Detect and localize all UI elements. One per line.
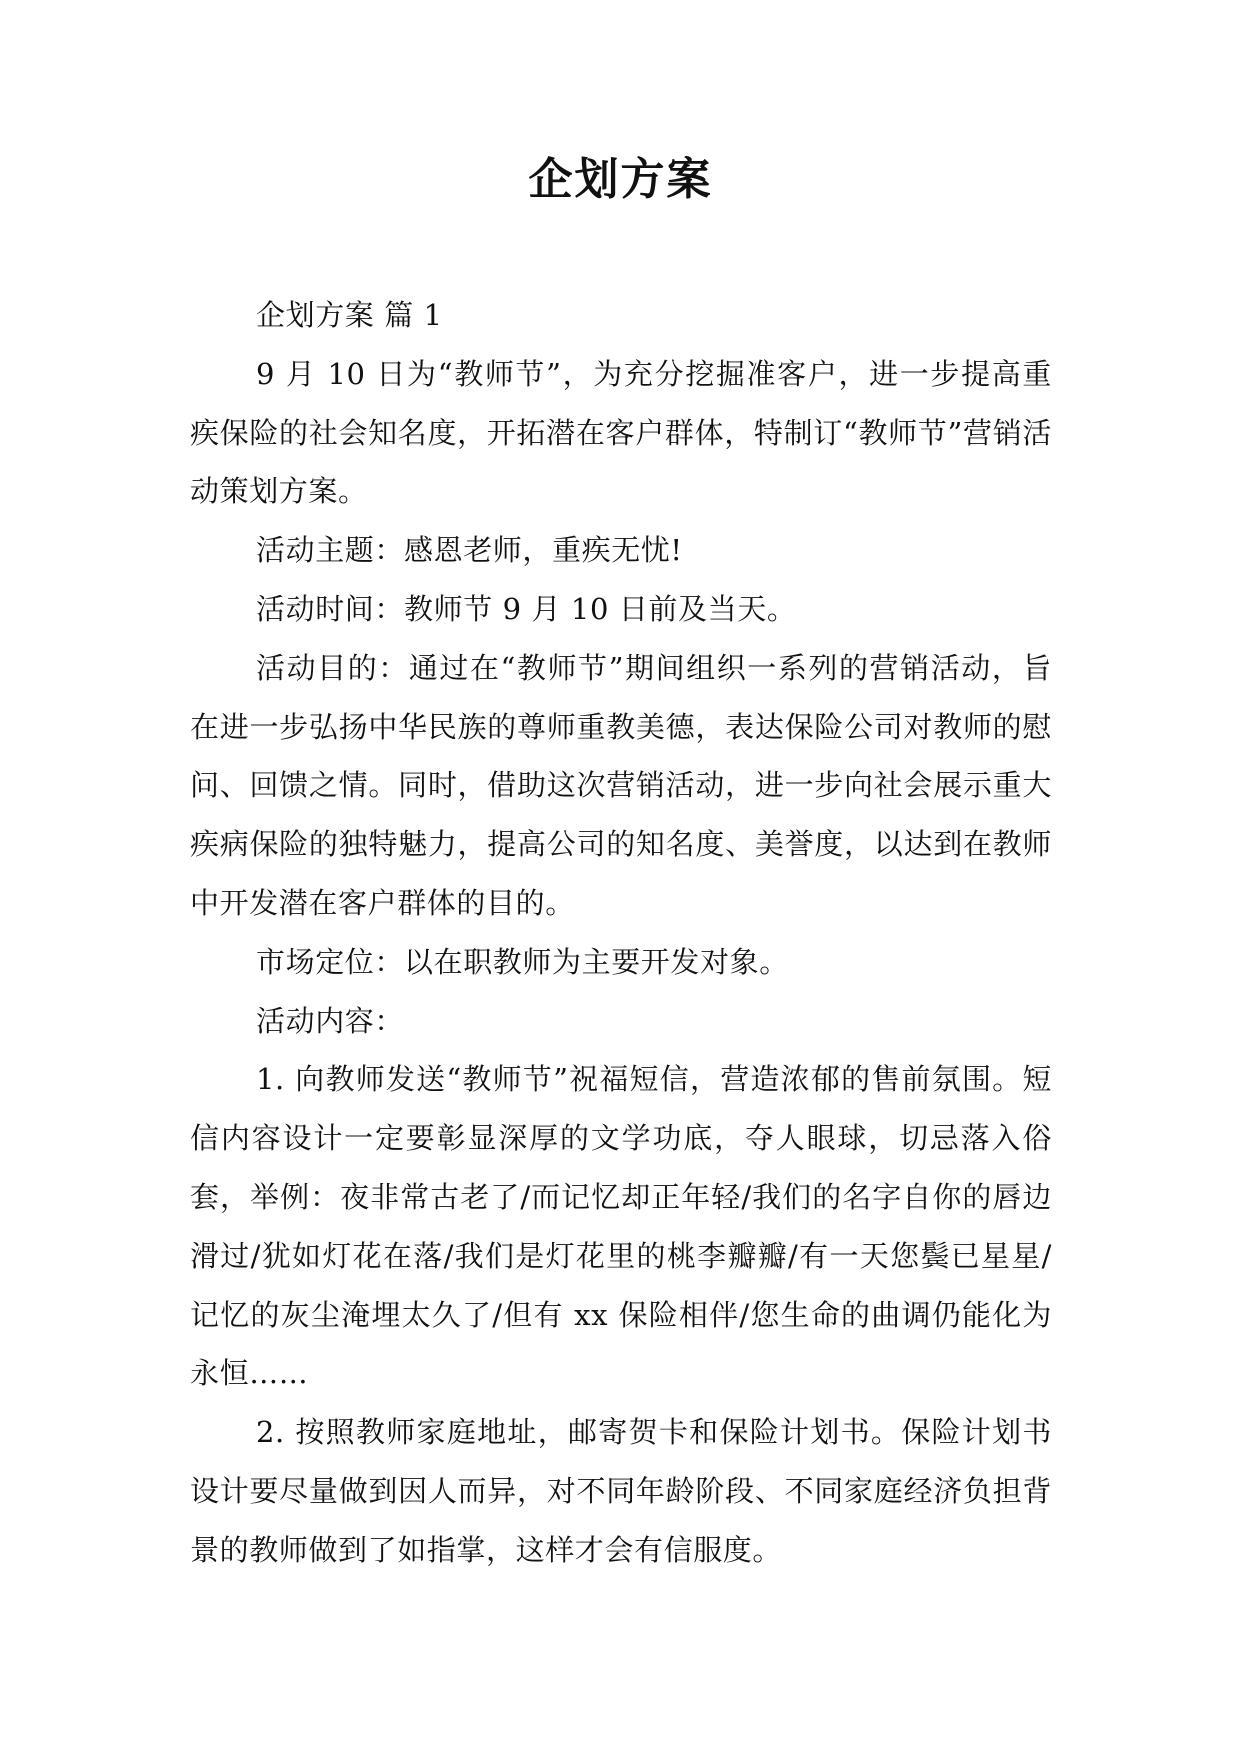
document-body	[190, 286, 1052, 1580]
paragraph-purpose: 活动目的：通过在“教师节”期间组织一系列的营销活动，旨在进一步弘扬中华民族的尊师重教美德，表达保险公司对教师的慰问、回馈之情。同时，借助这次营销活动，进一步向社会展示重大疾病保险的独特魅力，提高公司的知名度、美誉度，以达到在教师中开发潜在客户群体的目的。	[190, 650, 1052, 920]
paragraph-item-1: 1. 向教师发送“教师节”祝福短信，营造浓郁的售前氛围。短信内容设计一定要彰显深厚的文学功底，夺人眼球，切忌落入俗套，举例：夜非常古老了/而记忆却正年轻/我们的名字自你的唇边滑过/犹如灯花在落/我们是灯花里的桃李瓣瓣/有一天您鬓已星星/记忆的灰尘淹埋太久了/但有 xx 保险相伴/您生命的曲调仍能化为永恒……	[190, 1062, 1052, 1391]
paragraph-content-heading: 活动内容：	[256, 1003, 405, 1038]
paragraph-theme: 活动主题：感恩老师，重疾无忧!	[256, 533, 683, 568]
section-heading: 企划方案 篇 1	[256, 298, 443, 332]
paragraph-positioning: 市场定位：以在职教师为主要开发对象。	[256, 944, 789, 979]
paragraph-intro: 9 月 10 日为“教师节”，为充分挖掘准客户，进一步提高重疾保险的社会知名度，开拓潜在客户群体，特制订“教师节”营销活动策划方案。	[190, 356, 1052, 509]
document-title: 企划方案	[528, 154, 713, 205]
paragraph-item-2: 2. 按照教师家庭地址，邮寄贺卡和保险计划书。保险计划书设计要尽量做到因人而异，对不同年龄阶段、不同家庭经济负担背景的教师做到了如指掌，这样才会有信服度。	[190, 1415, 1052, 1567]
paragraph-time: 活动时间：教师节 9 月 10 日前及当天。	[256, 591, 797, 626]
